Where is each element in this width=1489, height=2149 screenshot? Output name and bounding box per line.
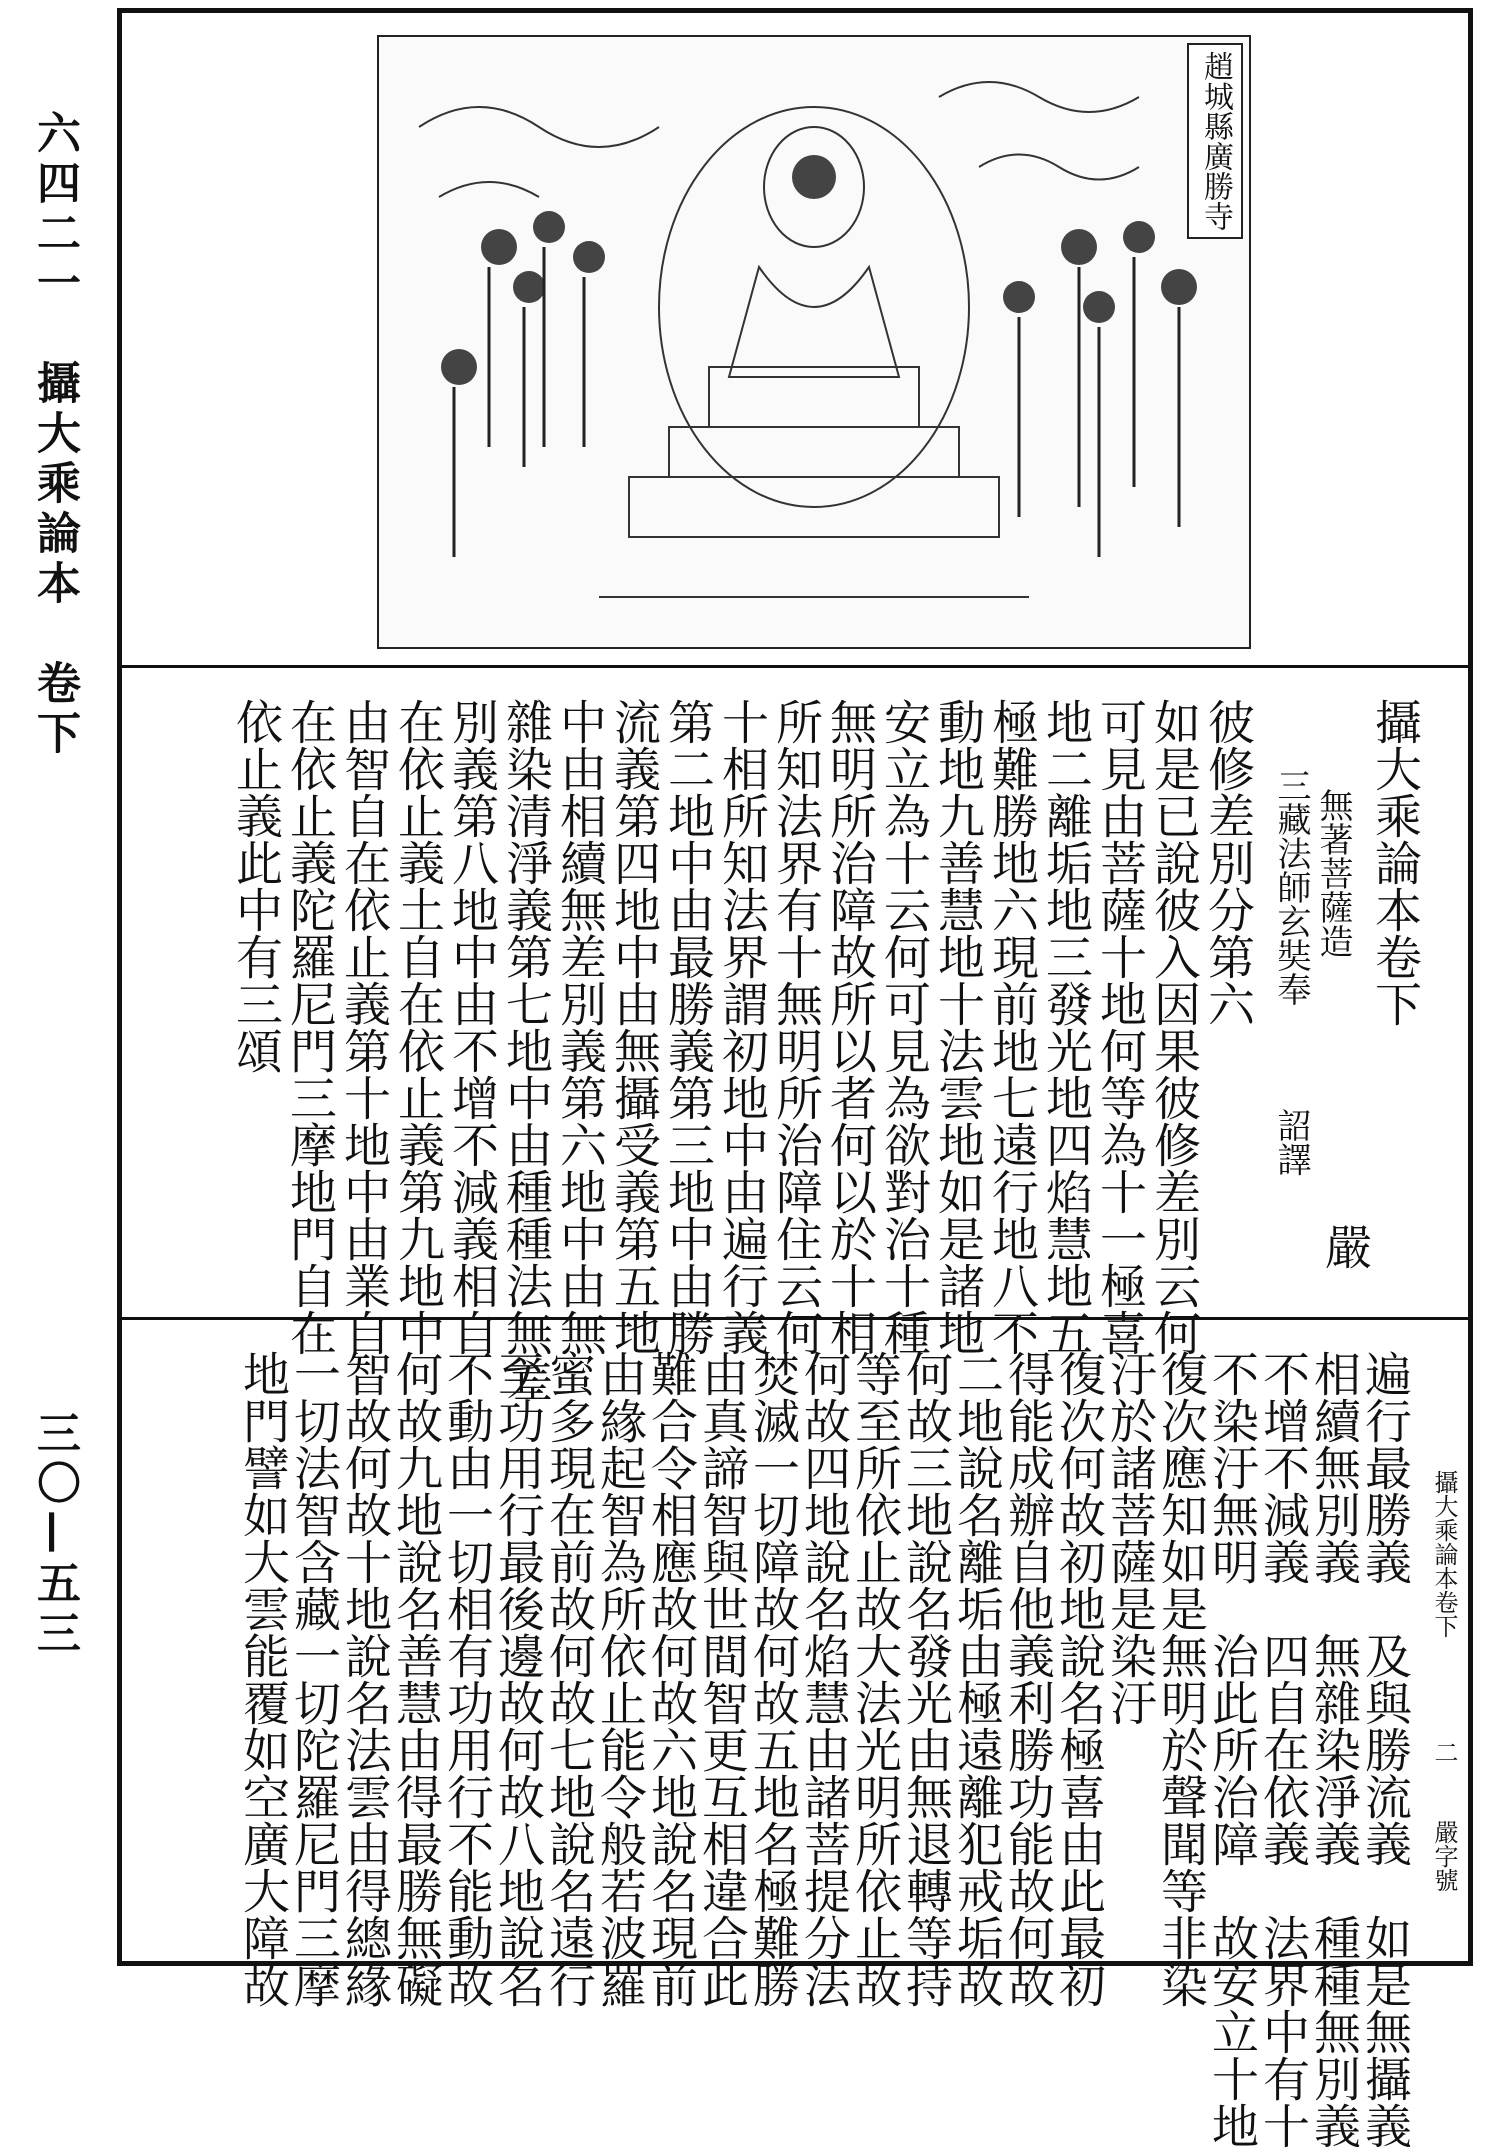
body-line: 等至所依止故大法光明所依止故 [847, 1350, 902, 2008]
body-line: 汙於諸菩薩是染汙 [1102, 1350, 1157, 1726]
body-line: 復次應知如是無明於聲聞等非染 [1153, 1350, 1208, 2008]
body-line: 由智自在依止義第十地中由業自 [336, 698, 391, 1356]
body-line: 二地說名離垢由極遠離犯戒垢故 [949, 1350, 1004, 2008]
author-line: 無著菩薩造 [1313, 788, 1353, 958]
body-line: 焚滅一切障故何故五地名極難勝 [745, 1350, 800, 2008]
running-head: 攝大乘論本卷下 [1430, 1470, 1458, 1638]
body-line: 安立為十云何可見為欲對治十種 [876, 698, 931, 1356]
body-line: 由真諦智與世間智更互相違合此 [694, 1350, 749, 2008]
body-line: 雜染清淨義第七地中由種種法無差 [498, 698, 553, 1403]
body-line: 何故四地說名焰慧由諸菩提分法 [796, 1350, 851, 2008]
body-line: 所知法界有十無明所治障住云何 [768, 698, 823, 1356]
text-panel-lower [122, 1320, 1468, 2149]
body-line: 智故何故十地說名法雲由得總緣 [337, 1350, 392, 2008]
body-line: 一切法智含藏一切陀羅尼門三摩 [286, 1350, 341, 2008]
body-line: 十相所知法界謂初地中由遍行義 [714, 698, 769, 1356]
buddha-assembly-illustration [379, 37, 1249, 647]
body-line: 極難勝地六現前地七遠行地八不 [984, 698, 1039, 1356]
verse-line: 遍行最勝義 及與勝流義 如是無攝義 [1357, 1350, 1412, 2149]
body-line: 彼修差別分第六 [1200, 698, 1255, 1027]
verse-line: 不增不減義 四自在依義 法界中有十 [1255, 1350, 1310, 2149]
illustration-panel [122, 13, 1468, 668]
frontispiece-illustration [377, 35, 1251, 649]
body-line: 中由相續無差別義第六地中由無 [552, 698, 607, 1356]
edict-line: 詔譯 [1271, 1108, 1311, 1176]
body-line: 何故三地說名發光由無退轉等持 [898, 1350, 953, 2008]
body-line: 別義第八地中由不增不減義相自 [444, 698, 499, 1356]
body-line: 如是已說彼入因果彼修差別云何 [1146, 698, 1201, 1356]
mark-character: 嚴 [1317, 1223, 1372, 1270]
body-line: 難合令相應故何故六地說名現前 [643, 1350, 698, 2008]
right-margin-page-number: 三〇—五三 [29, 1410, 80, 1660]
body-line: 至功用行最後邊故何故八地說名 [490, 1350, 545, 2008]
body-line: 依止義此中有三頌 [228, 698, 283, 1074]
body-line: 地二離垢地三發光地四焰慧地五 [1038, 698, 1093, 1356]
page-frame [117, 8, 1473, 2149]
left-margin-title: 六四二一 攝大乘論本 卷下 [29, 110, 80, 760]
body-line: 流義第四地中由無攝受義第五地 [606, 698, 661, 1356]
body-line: 無明所治障故所以者何以於十相 [822, 698, 877, 1356]
folio-number: 二 [1430, 1740, 1458, 1764]
edition-mark: 嚴字號 [1430, 1820, 1458, 1892]
body-line: 動地九善慧地十法雲地如是諸地 [930, 698, 985, 1356]
verse-line: 不染汙無明 治此所治障 故安立十地 [1204, 1350, 1259, 2149]
body-line: 何故九地說名善慧由得最勝無礙 [388, 1350, 443, 2008]
inscription-cartouche: 趙城縣廣勝寺 [1187, 43, 1243, 239]
scroll-title: 攝大乘論本卷下 [1367, 698, 1422, 1027]
body-line: 可見由菩薩十地何等為十一極喜 [1092, 698, 1147, 1356]
body-line: 地門譬如大雲能覆如空廣大障故 [235, 1350, 290, 2008]
body-line: 復次何故初地說名極喜由此最初 [1051, 1350, 1106, 2008]
body-line: 第二地中由最勝義第三地中由勝 [660, 698, 715, 1356]
body-line: 在依止義土自在依止義第九地中 [390, 698, 445, 1356]
text-panel-upper [122, 668, 1468, 1403]
body-line: 不動由一切相有功用行不能動故 [439, 1350, 494, 2008]
body-line: 蜜多現在前故何故七地說名遠行 [541, 1350, 596, 2008]
body-line: 在依止義陀羅尼門三摩地門自在 [282, 698, 337, 1356]
translator-line: 三藏法師玄奘奉 [1271, 768, 1311, 1006]
body-line: 得能成辦自他義利勝功能故何故 [1000, 1350, 1055, 2008]
verse-line: 相續無別義 無雜染淨義 種種無別義 [1306, 1350, 1361, 2149]
body-line: 由緣起智為所依止能令般若波羅 [592, 1350, 647, 2008]
